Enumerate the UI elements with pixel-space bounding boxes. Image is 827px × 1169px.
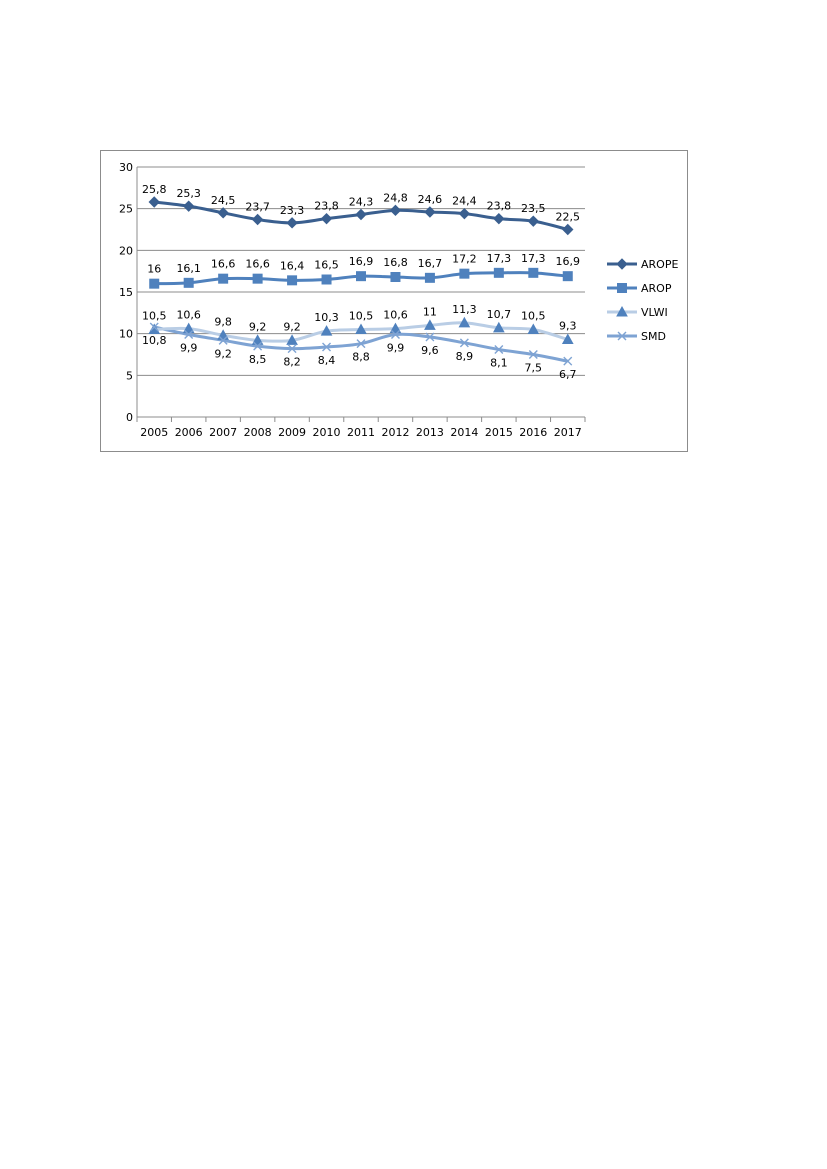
point-arop-2009 — [288, 276, 297, 285]
data-label-smd-2013: 9,6 — [421, 344, 439, 357]
data-label-arope-2006: 25,3 — [176, 187, 201, 201]
data-label-smd-2017: 6,7 — [559, 368, 577, 382]
legend-label: SMD — [641, 330, 666, 343]
data-label-vlwi-2017: 9,3 — [559, 319, 577, 333]
legend — [607, 258, 678, 343]
x-tick-label: 2005 — [140, 426, 169, 439]
point-arop-2012 — [391, 273, 400, 282]
data-label-arop-2013: 16,7 — [417, 256, 443, 270]
x-tick-label: 2011 — [347, 426, 375, 439]
data-label-arop-2015: 17,3 — [486, 251, 512, 265]
legend-label: AROPE — [641, 258, 679, 271]
data-label-arop-2014: 17,2 — [452, 252, 477, 266]
data-label-vlwi-2005: 10,5 — [141, 309, 167, 323]
x-tick-label: 2006 — [174, 426, 203, 439]
point-arope-2016 — [528, 216, 538, 226]
data-label-arop-2012: 16,8 — [383, 256, 408, 269]
data-label-vlwi-2006: 10,6 — [176, 308, 201, 322]
point-arop-2014 — [460, 269, 469, 278]
data-label-arop-2008: 16,6 — [245, 257, 270, 271]
point-arope-2006 — [184, 201, 194, 211]
legend-entry-smd — [607, 330, 666, 343]
data-label-vlwi-2008: 9,2 — [248, 320, 267, 334]
y-tick-label: 10 — [119, 327, 133, 341]
data-label-arop-2010: 16,5 — [314, 258, 339, 272]
legend-entry-arope — [607, 258, 678, 271]
y-tick-label: 5 — [126, 369, 133, 383]
x-tick-label: 2014 — [450, 426, 479, 439]
data-label-vlwi-2015: 10,7 — [486, 307, 512, 321]
point-arope-2012 — [390, 205, 400, 215]
y-tick-label: 30 — [119, 161, 133, 174]
data-label-arop-2016: 17,3 — [521, 251, 546, 265]
data-label-arope-2011: 24,3 — [348, 195, 374, 209]
data-label-arop-2011: 16,9 — [348, 255, 374, 269]
data-label-arop-2005: 16 — [147, 262, 162, 276]
point-arop-2007 — [219, 274, 228, 283]
x-tick-label: 2017 — [553, 426, 582, 439]
point-arope-2008 — [253, 215, 263, 225]
data-label-smd-2007: 9,2 — [214, 347, 232, 361]
point-arope-2011 — [356, 210, 366, 220]
data-label-smd-2014: 8,9 — [455, 349, 474, 363]
data-label-arop-2017: 16,9 — [555, 255, 581, 269]
data-label-arope-2017: 22,5 — [555, 210, 581, 224]
point-arope-2017 — [563, 225, 573, 235]
x-tick-label: 2016 — [519, 426, 548, 439]
data-label-vlwi-2016: 10,5 — [521, 309, 546, 323]
data-label-arope-2013: 24,6 — [417, 193, 443, 206]
point-arop-2017 — [563, 272, 572, 281]
chart-frame — [100, 150, 688, 452]
data-label-smd-2008: 8,5 — [248, 353, 267, 367]
data-label-arop-2006: 16,1 — [176, 261, 201, 275]
y-tick-label: 0 — [126, 411, 133, 424]
data-label-arope-2010: 23,8 — [314, 199, 339, 213]
x-tick-label: 2010 — [312, 426, 341, 439]
y-tick-label: 15 — [119, 286, 133, 299]
data-label-arope-2015: 23,8 — [486, 199, 512, 213]
data-label-arop-2007: 16,6 — [210, 257, 236, 271]
data-label-vlwi-2011: 10,5 — [348, 309, 374, 323]
point-arop-2006 — [184, 278, 193, 287]
y-tick-label: 20 — [119, 244, 133, 258]
data-label-arope-2008: 23,7 — [245, 200, 270, 214]
data-label-arope-2016: 23,5 — [521, 202, 546, 216]
data-label-arope-2014: 24,4 — [452, 194, 477, 208]
point-arope-2007 — [218, 208, 228, 218]
legend-marker — [617, 259, 627, 269]
data-label-vlwi-2010: 10,3 — [314, 311, 339, 325]
point-arop-2013 — [425, 273, 434, 282]
data-label-smd-2006: 9,9 — [179, 341, 198, 355]
legend-entry-vlwi — [607, 306, 668, 319]
legend-entry-arop — [607, 282, 672, 295]
point-arop-2005 — [150, 279, 159, 288]
point-arop-2016 — [529, 268, 538, 277]
point-arop-2015 — [494, 268, 503, 277]
data-label-smd-2009: 8,2 — [283, 355, 301, 369]
data-label-vlwi-2013: 11 — [422, 305, 437, 319]
x-tick-label: 2008 — [243, 426, 272, 439]
data-label-smd-2010: 8,4 — [317, 354, 336, 367]
legend-label: VLWI — [641, 306, 668, 319]
point-arope-2010 — [322, 214, 332, 224]
point-arope-2014 — [459, 209, 469, 219]
x-tick-label: 2015 — [484, 426, 513, 439]
legend-label: AROP — [641, 282, 672, 295]
point-arop-2008 — [253, 274, 262, 283]
data-label-arope-2012: 24,8 — [383, 191, 408, 205]
data-label-arope-2005: 25,8 — [141, 183, 167, 196]
data-label-vlwi-2012: 10,6 — [383, 308, 408, 322]
data-label-arope-2009: 23,3 — [279, 203, 305, 217]
data-label-vlwi-2014: 11,3 — [452, 302, 477, 316]
data-label-smd-2012: 9,9 — [386, 341, 405, 355]
line-chart — [101, 151, 687, 451]
data-label-smd-2015: 8,1 — [490, 356, 508, 370]
point-arope-2015 — [494, 214, 504, 224]
data-label-smd-2005: 10,8 — [141, 334, 167, 347]
data-label-smd-2011: 8,8 — [352, 350, 370, 364]
data-label-vlwi-2007: 9,8 — [214, 315, 232, 329]
x-tick-label: 2007 — [209, 426, 238, 439]
point-arope-2009 — [287, 218, 297, 228]
data-label-vlwi-2009: 9,2 — [283, 320, 301, 334]
data-label-smd-2016: 7,5 — [524, 361, 543, 375]
x-tick-label: 2009 — [278, 426, 307, 439]
y-tick-label: 25 — [119, 202, 133, 216]
point-arop-2011 — [357, 272, 366, 281]
point-arope-2005 — [149, 197, 159, 207]
data-label-arop-2009: 16,4 — [279, 259, 305, 273]
x-tick-label: 2012 — [381, 426, 410, 439]
data-label-arope-2007: 24,5 — [210, 193, 236, 207]
legend-marker — [618, 284, 627, 293]
point-arop-2010 — [322, 275, 331, 284]
x-tick-label: 2013 — [415, 426, 444, 439]
